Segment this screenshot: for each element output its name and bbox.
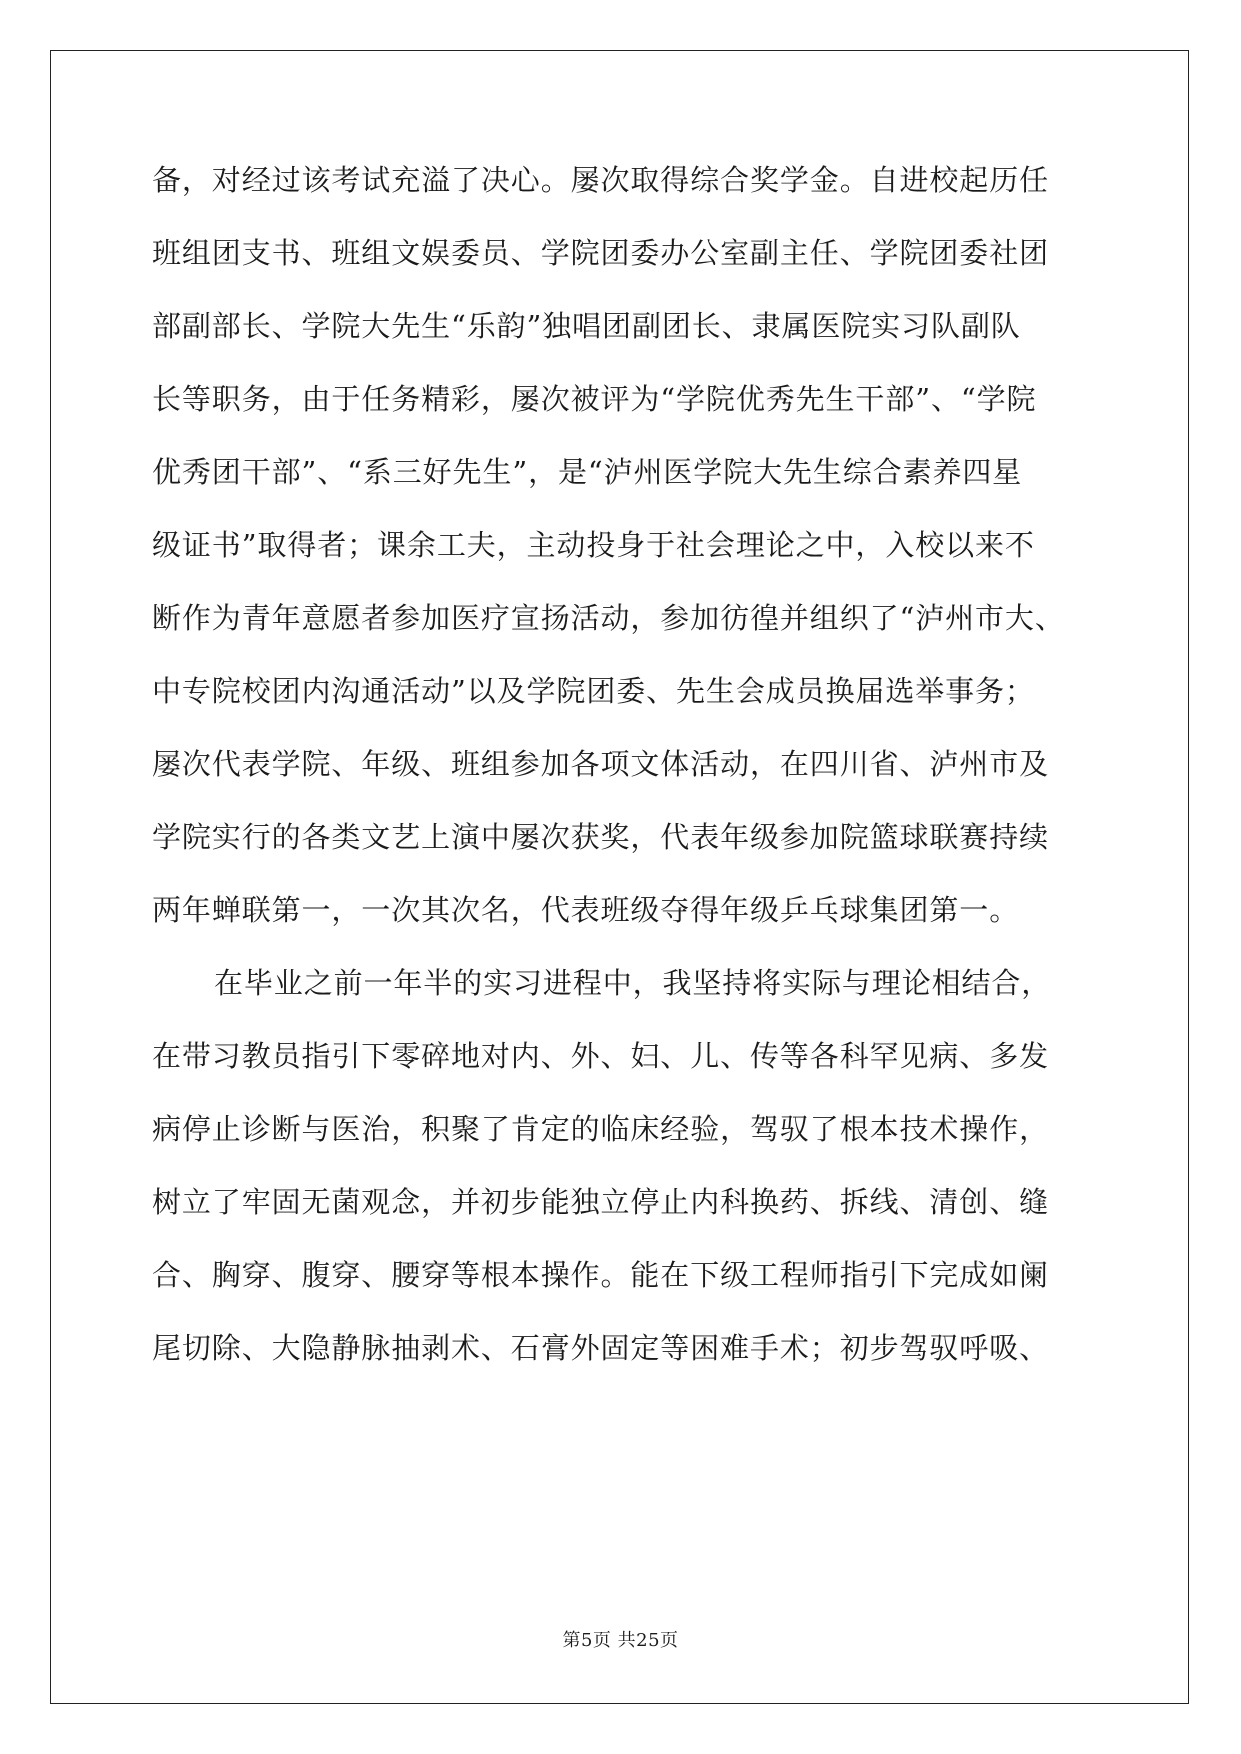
text-line: 优秀团干部”、“系三好先生”，是“泸州医学院大先生综合素养四星 xyxy=(152,455,1023,489)
text-line: 两年蝉联第一，一次其次名，代表班级夺得年级乒乓球集团第一。 xyxy=(152,893,1020,927)
page-number: 第5页 共25页 xyxy=(562,1630,679,1651)
text-line: 级证书”取得者；课余工夫，主动投身于社会理论之中，入校以来不 xyxy=(152,528,1035,562)
text-line: 尾切除、大隐静脉抽剥术、石膏外固定等困难手术；初步驾驭呼吸、 xyxy=(152,1331,1050,1365)
text-line: 在带习教员指引下零碎地对内、外、妇、儿、传等各科罕见病、多发 xyxy=(152,1039,1050,1073)
text-line: 屡次代表学院、年级、班组参加各项文体活动，在四川省、泸州市及 xyxy=(152,747,1050,781)
text-line: 断作为青年意愿者参加医疗宣扬活动，参加彷徨并组织了“泸州市大、 xyxy=(152,601,1065,635)
text-line: 病停止诊断与医治，积聚了肯定的临床经验，驾驭了根本技术操作， xyxy=(152,1112,1050,1146)
text-line: 学院实行的各类文艺上演中屡次获奖，代表年级参加院篮球联赛持续 xyxy=(152,820,1050,854)
page-border xyxy=(50,50,1189,1704)
text-line: 班组团支书、班组文娱委员、学院团委办公室副主任、学院团委社团 xyxy=(152,236,1050,270)
text-line: 备，对经过该考试充溢了决心。屡次取得综合奖学金。自进校起历任 xyxy=(152,163,1050,197)
text-line: 合、胸穿、腹穿、腰穿等根本操作。能在下级工程师指引下完成如阑 xyxy=(152,1258,1050,1292)
text-line: 中专院校团内沟通活动”以及学院团委、先生会成员换届选举事务； xyxy=(152,674,1035,708)
text-line: 长等职务，由于任务精彩，屡次被评为“学院优秀先生干部”、“学院 xyxy=(152,382,1037,416)
text-line: 部副部长、学院大先生“乐韵”独唱团副团长、隶属医院实习队副队 xyxy=(152,309,1021,343)
text-line: 树立了牢固无菌观念，并初步能独立停止内科换药、拆线、清创、缝 xyxy=(152,1185,1050,1219)
paragraph-first-line: 在毕业之前一年半的实习进程中，我坚持将实际与理论相结合， xyxy=(214,966,1052,1000)
